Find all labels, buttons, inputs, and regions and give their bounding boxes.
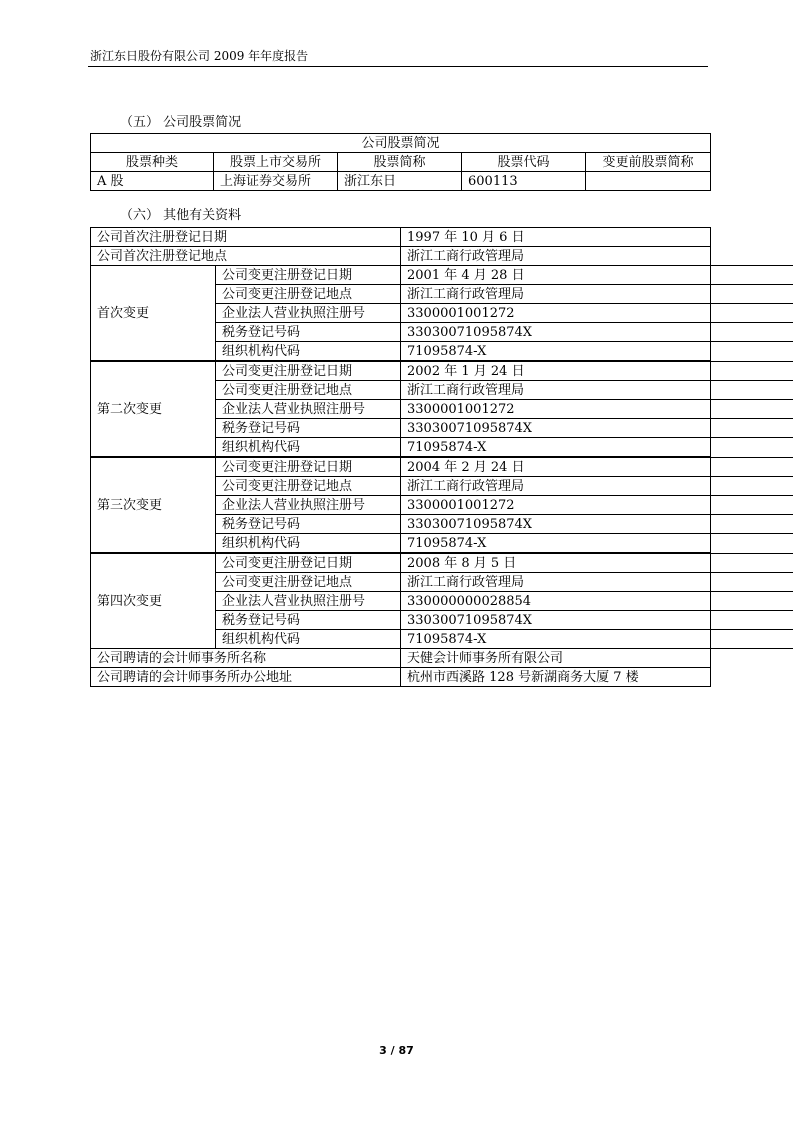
change-row-value: 330000000028854 (401, 592, 711, 611)
change-row-value: 2008 年 8 月 5 日 (401, 553, 711, 573)
change-row-value: 33030071095874X (401, 515, 711, 534)
change-row-value: 71095874-X (401, 342, 711, 362)
change-row-label: 税务登记号码 (216, 323, 401, 342)
change-row-label: 企业法人营业执照注册号 (216, 496, 401, 515)
column-header-previous-short-name: 变更前股票简称 (586, 153, 711, 172)
change-row-label: 企业法人营业执照注册号 (216, 592, 401, 611)
first-registration-date-label: 公司首次注册登记日期 (91, 228, 401, 247)
change-row-label: 组织机构代码 (216, 342, 401, 362)
cell-stock-type: A 股 (91, 172, 214, 191)
change-row-value: 33030071095874X (401, 419, 711, 438)
registration-info-table (90, 227, 711, 687)
column-header-exchange: 股票上市交易所 (214, 153, 338, 172)
change-row-label: 组织机构代码 (216, 630, 401, 649)
change-row-value: 3300001001272 (401, 400, 711, 419)
overflow-rule (710, 457, 793, 458)
cell-exchange: 上海证券交易所 (214, 172, 338, 191)
cell-stock-short-name: 浙江东日 (338, 172, 462, 191)
change-row-label: 税务登记号码 (216, 515, 401, 534)
section-title-stock-overview: （五） 公司股票简况 (120, 115, 242, 130)
header-divider (88, 66, 708, 67)
stock-table-title: 公司股票简况 (91, 134, 711, 153)
overflow-rule (710, 303, 793, 304)
change-row-value: 71095874-X (401, 534, 711, 554)
change-row-label: 企业法人营业执照注册号 (216, 304, 401, 323)
document-header: 浙江东日股份有限公司 2009 年年度报告 (90, 49, 309, 63)
overflow-rule (710, 610, 793, 611)
first-registration-date-value: 1997 年 10 月 6 日 (401, 228, 711, 247)
overflow-rule (710, 322, 793, 323)
cell-stock-code: 600113 (462, 172, 586, 191)
change-row-label: 公司变更注册登记地点 (216, 285, 401, 304)
change-row-label: 企业法人营业执照注册号 (216, 400, 401, 419)
change-row-value: 33030071095874X (401, 611, 711, 630)
overflow-rule (710, 553, 793, 554)
change-row-value: 71095874-X (401, 438, 711, 458)
overflow-rule (710, 399, 793, 400)
change-row-label: 税务登记号码 (216, 611, 401, 630)
change-row-value: 浙江工商行政管理局 (401, 477, 711, 496)
change-row-label: 公司变更注册登记日期 (216, 361, 401, 381)
column-header-stock-short-name: 股票简称 (338, 153, 462, 172)
overflow-rule (710, 591, 793, 592)
section-title-other-info: （六） 其他有关资料 (120, 208, 242, 223)
change-row-value: 浙江工商行政管理局 (401, 381, 711, 400)
overflow-rule (710, 629, 793, 630)
change-row-label: 公司变更注册登记日期 (216, 553, 401, 573)
change-row-label: 组织机构代码 (216, 534, 401, 554)
overflow-rule (710, 341, 793, 342)
accountant-firm-name-label: 公司聘请的会计师事务所名称 (91, 649, 401, 668)
change-group-name: 第三次变更 (91, 457, 216, 553)
change-row-label: 组织机构代码 (216, 438, 401, 458)
change-group-name: 第四次变更 (91, 553, 216, 649)
change-row-label: 公司变更注册登记地点 (216, 477, 401, 496)
change-row-value: 3300001001272 (401, 304, 711, 323)
change-group-name: 第二次变更 (91, 361, 216, 457)
change-row-value: 2002 年 1 月 24 日 (401, 361, 711, 381)
overflow-rule (710, 648, 793, 649)
cell-previous-short-name (586, 172, 711, 191)
change-row-value: 3300001001272 (401, 496, 711, 515)
change-row-label: 公司变更注册登记地点 (216, 381, 401, 400)
overflow-rule (710, 380, 793, 381)
change-row-value: 2001 年 4 月 28 日 (401, 266, 711, 285)
overflow-rule (710, 284, 793, 285)
overflow-rule (710, 265, 793, 266)
accountant-firm-name-value: 天健会计师事务所有限公司 (401, 649, 711, 668)
stock-overview-table (90, 133, 711, 191)
change-row-label: 公司变更注册登记日期 (216, 266, 401, 285)
column-header-stock-type: 股票种类 (91, 153, 214, 172)
overflow-rule (710, 437, 793, 438)
column-header-stock-code: 股票代码 (462, 153, 586, 172)
change-row-value: 浙江工商行政管理局 (401, 573, 711, 592)
change-row-label: 公司变更注册登记地点 (216, 573, 401, 592)
page-number: 3 / 87 (379, 1044, 414, 1057)
overflow-rule (710, 476, 793, 477)
change-row-value: 浙江工商行政管理局 (401, 285, 711, 304)
change-row-value: 33030071095874X (401, 323, 711, 342)
accountant-firm-address-label: 公司聘请的会计师事务所办公地址 (91, 668, 401, 687)
overflow-rule (710, 572, 793, 573)
accountant-firm-address-value: 杭州市西溪路 128 号新湖商务大厦 7 楼 (401, 668, 711, 687)
overflow-rule (710, 514, 793, 515)
change-row-value: 71095874-X (401, 630, 711, 649)
change-row-label: 税务登记号码 (216, 419, 401, 438)
first-registration-place-label: 公司首次注册登记地点 (91, 247, 401, 266)
overflow-rule (710, 495, 793, 496)
overflow-rule (710, 361, 793, 362)
change-row-label: 公司变更注册登记日期 (216, 457, 401, 477)
change-group-name: 首次变更 (91, 266, 216, 362)
overflow-rule (710, 418, 793, 419)
first-registration-place-value: 浙江工商行政管理局 (401, 247, 711, 266)
change-row-value: 2004 年 2 月 24 日 (401, 457, 711, 477)
overflow-rule (710, 533, 793, 534)
